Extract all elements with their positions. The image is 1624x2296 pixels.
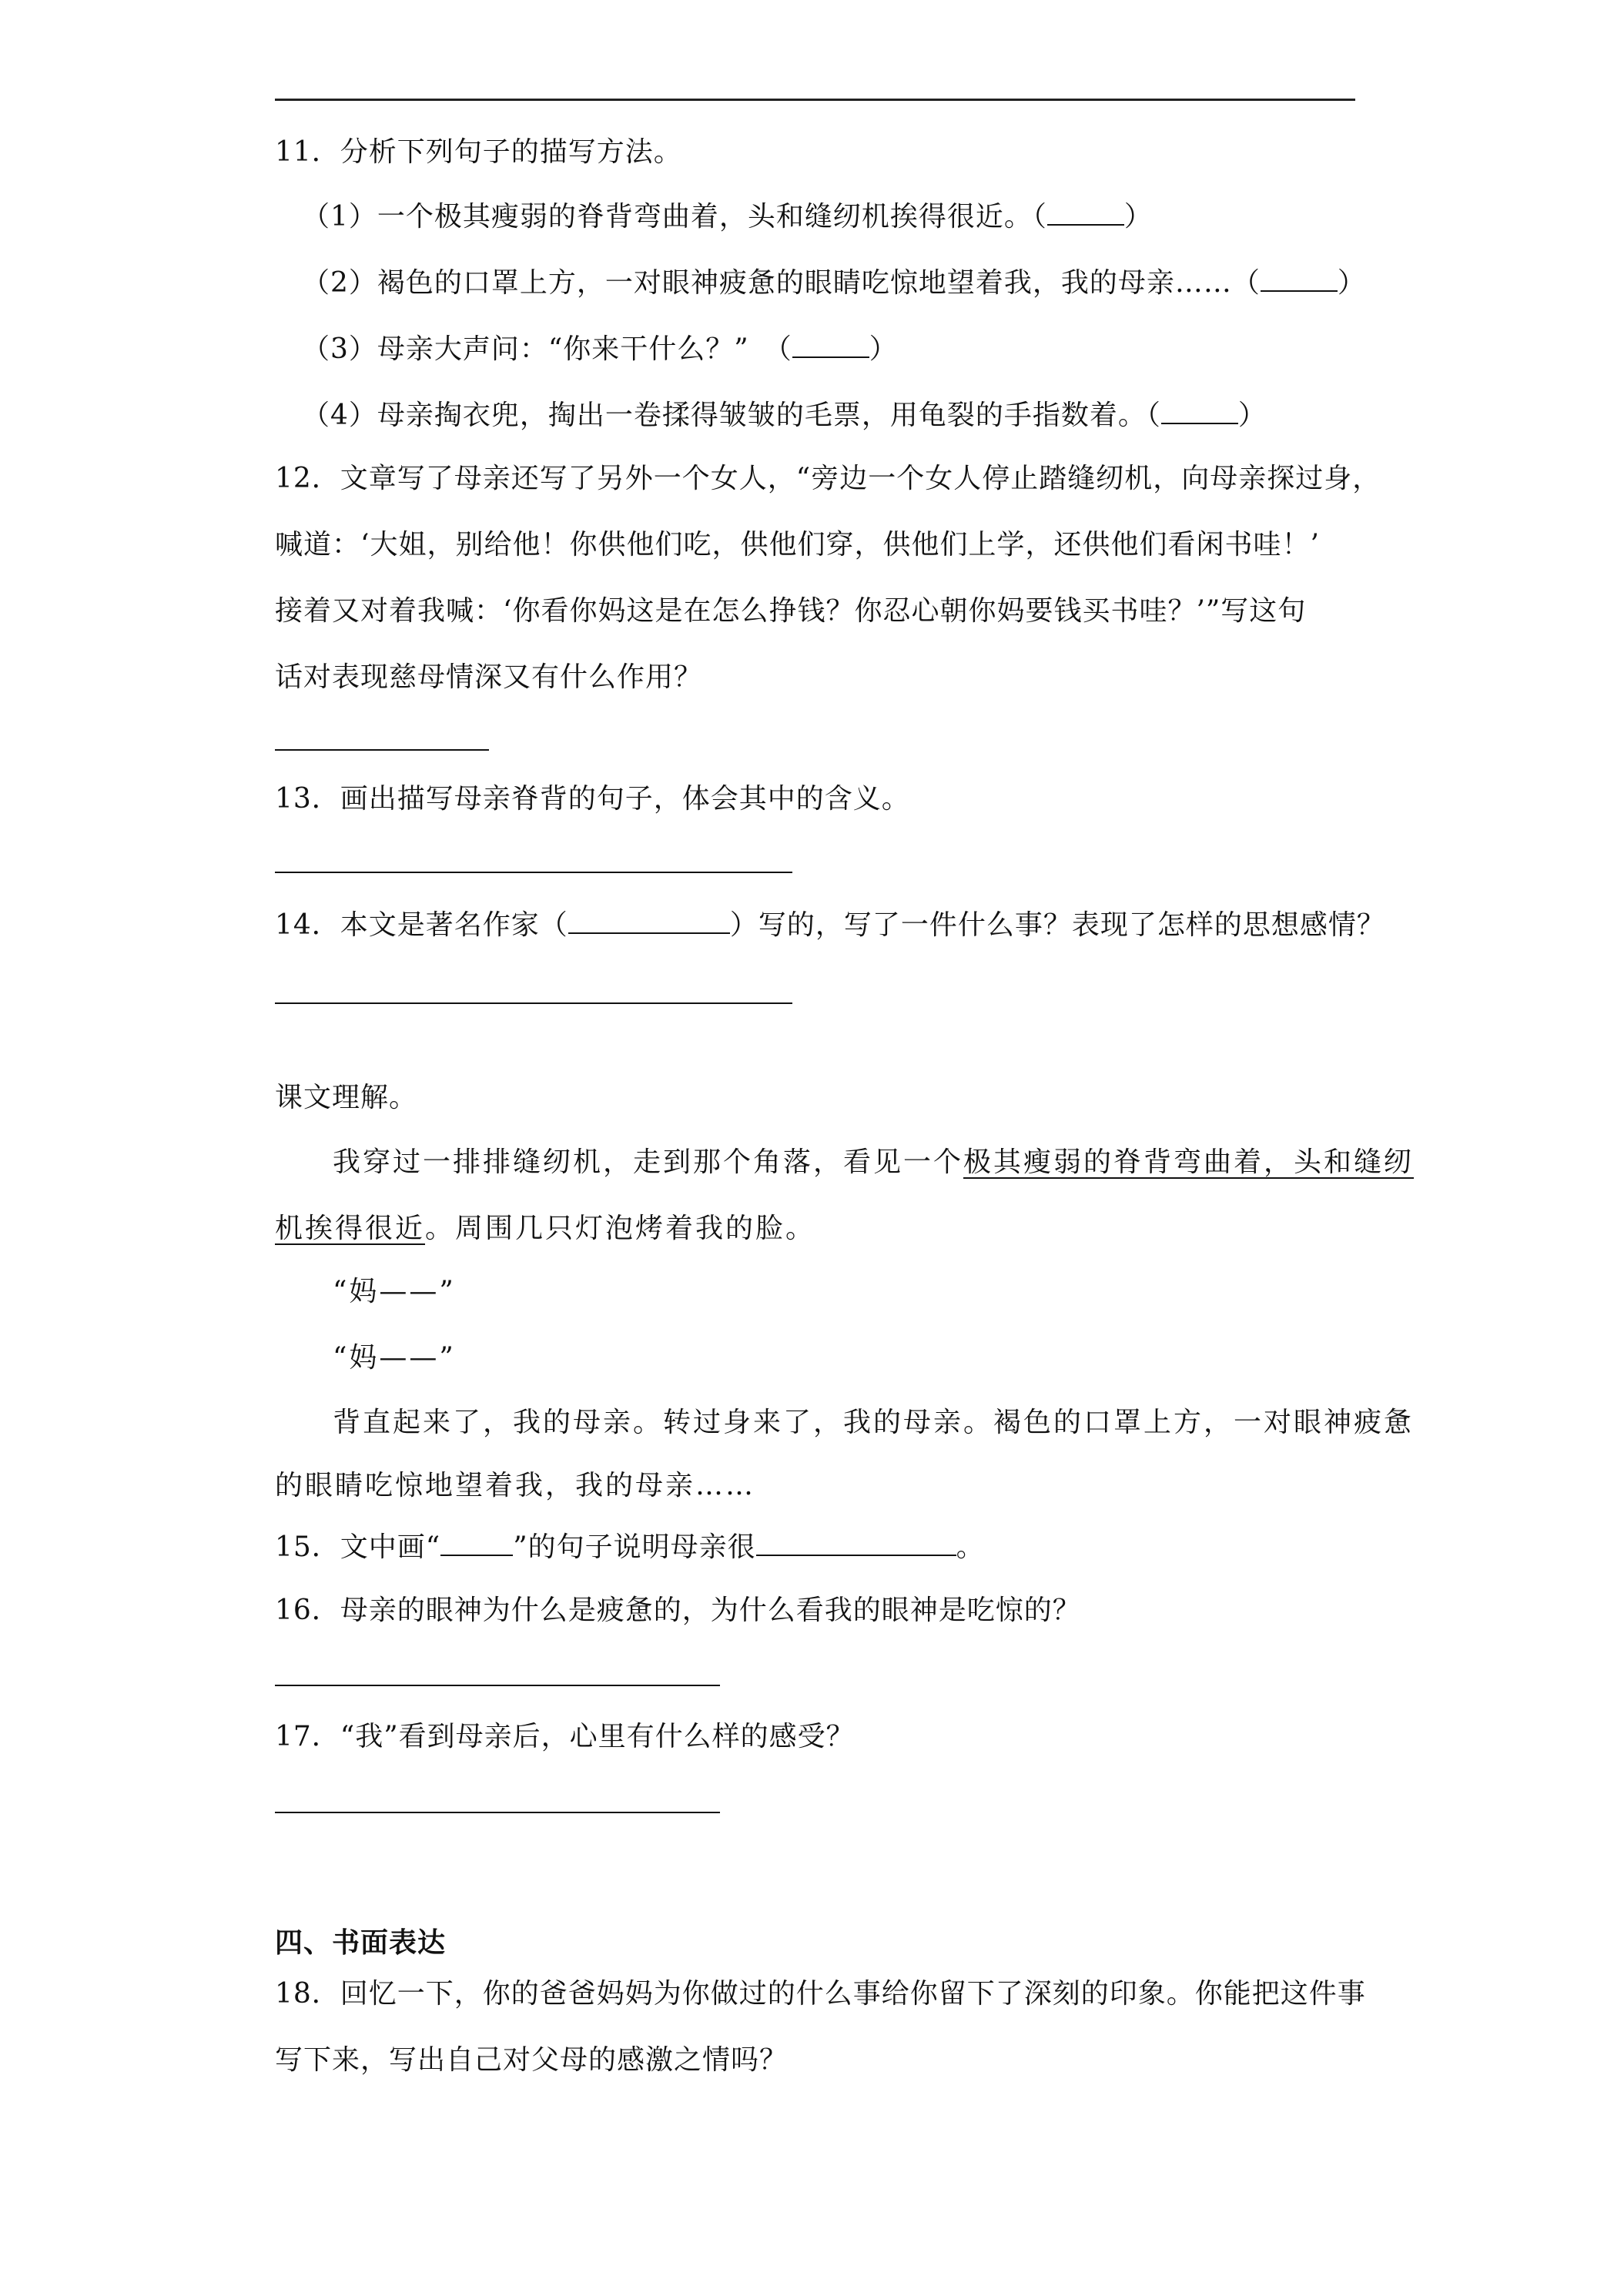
passage-text: 。周围几只灯泡烤着我的脸。 [425,1213,816,1244]
question-14-answer-line[interactable] [275,1002,792,1004]
item-text: （1）一个极其瘦弱的脊背弯曲着，头和缝纫机挨得很近。（ [302,201,1047,233]
question-12-line-2: 喊道：‘大姐，别给他！你供他们吃，供他们穿，供他们上学，还供他们看闲书哇！’ [275,529,1320,561]
question-11-title: 11．分析下列句子的描写方法。 [275,136,682,168]
answer-blank[interactable] [1261,267,1338,292]
question-15 [275,1531,985,1565]
question-12-answer-line[interactable] [275,749,489,751]
question-12-line-3: 接着又对着我喊：‘你看你妈这是在怎么挣钱？你忍心朝你妈要钱买书哇？’”写这句 [275,595,1307,627]
item-text: （3）母亲大声问：“你来干什么？” （ [302,333,792,365]
passage-line-2 [275,1212,815,1246]
question-17-answer-line[interactable] [275,1812,720,1813]
answer-blank[interactable] [1161,400,1238,424]
question-11-item-4 [302,399,1267,433]
question-14-before: 14．本文是著名作家（ [275,909,568,941]
passage-line-5: 背直起来了，我的母亲。转过身来了，我的母亲。褐色的口罩上方，一对眼神疲惫 [333,1407,1415,1438]
question-17: 17．“我”看到母亲后，心里有什么样的感受？ [275,1721,855,1752]
question-15-middle: ”的句子说明母亲很 [513,1531,756,1563]
question-12-line-1: 12．文章写了母亲还写了另外一个女人，“旁边一个女人停止踏缝纫机，向母亲探过身， [275,463,1381,494]
item-end: ） [1123,201,1153,233]
item-end: ） [1337,267,1366,299]
passage-quote-1: “妈——” [333,1276,456,1307]
question-13: 13．画出描写母亲脊背的句子，体会其中的含义。 [275,783,910,815]
question-18-line-1: 18．回忆一下，你的爸爸妈妈为你做过的什么事给你留下了深刻的印象。你能把这件事 [275,1978,1366,2010]
header-rule [275,99,1355,101]
answer-blank[interactable] [792,333,869,358]
question-15-after: 。 [956,1531,985,1563]
question-16: 16．母亲的眼神为什么是疲惫的，为什么看我的眼神是吃惊的？ [275,1595,1081,1626]
passage-line-6: 的眼睛吃惊地望着我，我的母亲…… [275,1470,756,1501]
question-15-before: 15．文中画“ [275,1531,441,1563]
author-blank[interactable] [568,909,730,934]
question-18-line-2: 写下来，写出自己对父母的感激之情吗？ [275,2044,789,2076]
answer-blank[interactable] [1047,201,1124,226]
question-12-line-4: 话对表现慈母情深又有什么作用？ [275,661,703,693]
answer-blank[interactable] [756,1531,956,1556]
question-14-after: ）写的，写了一件什么事？表现了怎样的思想感情？ [729,909,1385,941]
section-label: 课文理解。 [275,1082,418,1113]
underlined-sentence: 极其瘦弱的脊背弯曲着，头和缝纫 [963,1146,1415,1178]
item-end: ） [869,333,898,365]
question-16-answer-line[interactable] [275,1685,720,1686]
passage-text: 我穿过一排排缝纫机，走到那个角落，看见一个 [333,1146,964,1178]
question-13-answer-line[interactable] [275,872,792,873]
question-11-item-2 [302,266,1366,300]
question-11-item-3 [302,333,898,366]
passage-quote-2: “妈——” [333,1342,456,1374]
underlined-sentence: 机挨得很近 [275,1213,426,1244]
question-14 [275,909,1385,942]
mark-blank [440,1531,513,1556]
section-4-title: 四、书面表达 [275,1927,447,1959]
item-end: ） [1237,400,1267,431]
item-text: （4）母亲掏衣兜，掏出一卷揉得皱皱的毛票，用龟裂的手指数着。（ [302,400,1161,431]
item-text: （2）褐色的口罩上方，一对眼神疲惫的眼睛吃惊地望着我，我的母亲……（ [302,267,1261,299]
question-11-item-1 [302,200,1153,234]
passage-line-1 [333,1146,1414,1180]
